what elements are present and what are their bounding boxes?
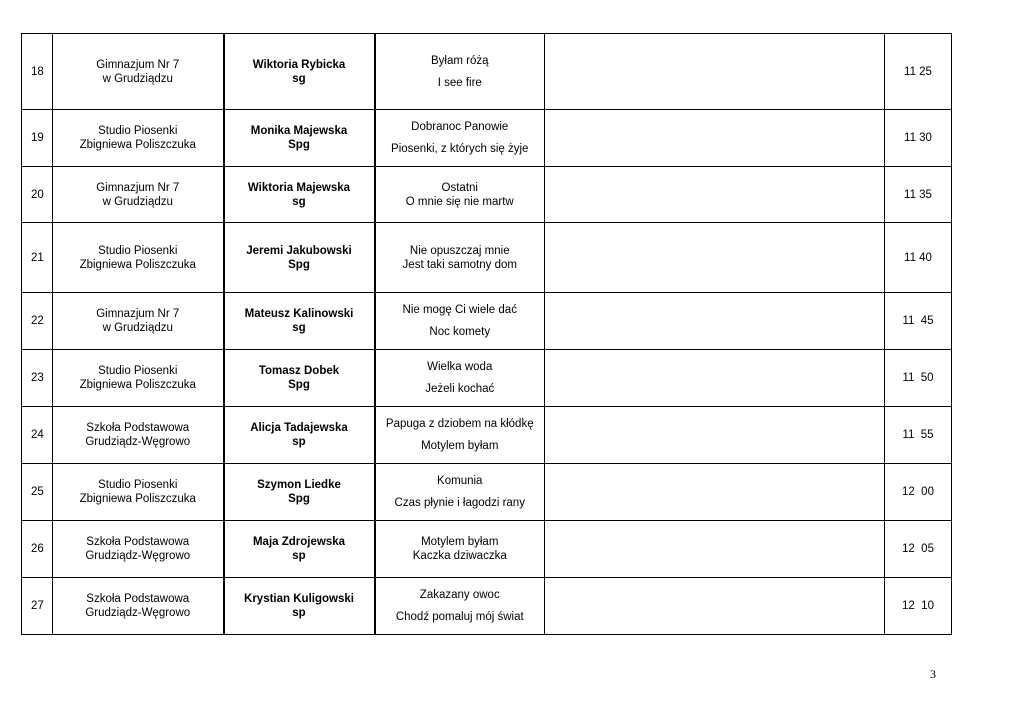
performer-category: sg [292,72,306,85]
song-title: Piosenki, z których się żyje [391,143,529,155]
school-line: Grudziądz-Węgrowo [85,607,191,619]
row-number: 27 [22,578,53,635]
school-line: Szkoła Podstawowa [86,593,190,605]
school-line: Studio Piosenki [98,479,178,491]
song-title: Motylem byłam [421,440,499,452]
performer-category: Spg [288,379,310,391]
performer-category: sp [292,550,306,562]
performer-cell [224,223,375,293]
row-number: 26 [22,521,53,578]
school-line: Gimnazjum Nr 7 [96,308,180,320]
school-line: Grudziądz-Węgrowo [85,436,191,448]
songs-cell [375,110,545,167]
row-number: 25 [22,464,53,521]
table-row [22,350,952,407]
school-line: Studio Piosenki [98,365,178,377]
school-line: Studio Piosenki [98,125,178,137]
school-line: w Grudziądzu [102,322,173,334]
performer-cell [224,34,375,110]
schedule-table [21,33,952,635]
songs-cell [375,521,545,578]
performer-category: Spg [288,139,310,151]
performer-cell [224,521,375,578]
performer-name: Szymon Liedke [257,479,341,491]
school-cell [53,350,224,407]
table-row [22,34,952,110]
performer-category: Spg [288,493,310,505]
table-row [22,464,952,521]
performer-category: sg [292,322,306,334]
table-row [22,578,952,635]
performer-category: Spg [288,258,310,271]
time-cell: 11 50 [885,350,952,407]
notes-cell [545,578,885,635]
school-cell [53,407,224,464]
song-title: Nie mogę Ci wiele dać [402,304,517,316]
row-number: 22 [22,293,53,350]
songs-cell [375,293,545,350]
school-line: Studio Piosenki [98,244,178,257]
notes-cell [545,110,885,167]
performer-category: sp [292,607,306,619]
performer-name: Maja Zdrojewska [252,536,346,548]
performer-cell [224,167,375,223]
performer-name: Mateusz Kalinowski [244,308,354,320]
school-cell [53,293,224,350]
school-cell [53,34,224,110]
performer-name: Wiktoria Majewska [247,181,351,194]
row-number: 19 [22,110,53,167]
song-title: Byłam różą [430,54,489,67]
notes-cell [545,464,885,521]
songs-cell [375,223,545,293]
row-number: 23 [22,350,53,407]
song-title: Zakazany owoc [419,589,500,601]
table-row [22,167,952,223]
songs-cell [375,407,545,464]
time-cell: 11 25 [885,34,952,110]
school-line: Gimnazjum Nr 7 [96,181,180,194]
school-line: Grudziądz-Węgrowo [85,550,191,562]
page-number: 3 [930,667,936,681]
performer-name: Krystian Kuligowski [244,593,354,605]
row-number: 18 [22,34,53,110]
song-title: Jeżeli kochać [425,383,495,395]
school-line: Gimnazjum Nr 7 [96,58,180,71]
performer-cell [224,464,375,521]
song-title: Motylem byłam [421,536,499,548]
school-line: Zbigniewa Poliszczuka [79,258,196,271]
time-cell: 11 35 [885,167,952,223]
song-title: Chodź pomaluj mój świat [395,611,524,623]
school-line: w Grudziądzu [102,195,173,208]
schedule-rows [22,34,952,635]
song-title: Wielka woda [427,361,493,373]
school-line: Zbigniewa Poliszczuka [79,493,196,505]
performer-name: Tomasz Dobek [258,365,340,377]
performer-category: sg [292,195,306,208]
table-row [22,293,952,350]
row-number: 20 [22,167,53,223]
school-cell [53,167,224,223]
performer-name: Jeremi Jakubowski [246,244,352,257]
school-cell [53,578,224,635]
songs-cell [375,578,545,635]
song-title: Nie opuszczaj mnie [409,244,510,257]
notes-cell [545,407,885,464]
notes-cell [545,350,885,407]
song-title: Komunia [437,475,483,487]
time-cell: 12 10 [885,578,952,635]
table-row [22,223,952,293]
school-line: w Grudziądzu [102,72,173,85]
school-line: Szkoła Podstawowa [86,422,190,434]
table-row [22,407,952,464]
song-title: Papuga z dziobem na kłódkę [385,418,534,430]
song-title: I see fire [437,76,482,89]
time-cell: 11 45 [885,293,952,350]
table-row [22,521,952,578]
time-cell: 11 55 [885,407,952,464]
performer-cell [224,293,375,350]
song-title: Noc komety [429,326,491,338]
songs-cell [375,350,545,407]
row-number: 24 [22,407,53,464]
school-line: Zbigniewa Poliszczuka [79,139,196,151]
song-title: Dobranoc Panowie [411,121,509,133]
songs-cell [375,167,545,223]
performer-cell [224,407,375,464]
time-cell: 12 00 [885,464,952,521]
school-cell [53,110,224,167]
performer-category: sp [292,436,306,448]
notes-cell [545,293,885,350]
performer-cell [224,578,375,635]
time-cell: 11 40 [885,223,952,293]
performer-cell [224,350,375,407]
performer-name: Wiktoria Rybicka [252,58,346,71]
school-line: Szkoła Podstawowa [86,536,190,548]
time-cell: 12 05 [885,521,952,578]
school-cell [53,521,224,578]
notes-cell [545,34,885,110]
table-row [22,110,952,167]
school-cell [53,223,224,293]
performer-name: Monika Majewska [250,125,348,137]
school-cell [53,464,224,521]
notes-cell [545,521,885,578]
song-title: Ostatni [441,181,478,194]
songs-cell [375,464,545,521]
song-title: Kaczka dziwaczka [412,550,507,562]
song-title: O mnie się nie martw [405,195,514,208]
school-line: Zbigniewa Poliszczuka [79,379,196,391]
song-title: Jest taki samotny dom [402,258,517,271]
performer-cell [224,110,375,167]
song-title: Czas płynie i łagodzi rany [394,497,525,509]
row-number: 21 [22,223,53,293]
notes-cell [545,167,885,223]
performer-name: Alicja Tadajewska [250,422,348,434]
songs-cell [375,34,545,110]
notes-cell [545,223,885,293]
time-cell: 11 30 [885,110,952,167]
